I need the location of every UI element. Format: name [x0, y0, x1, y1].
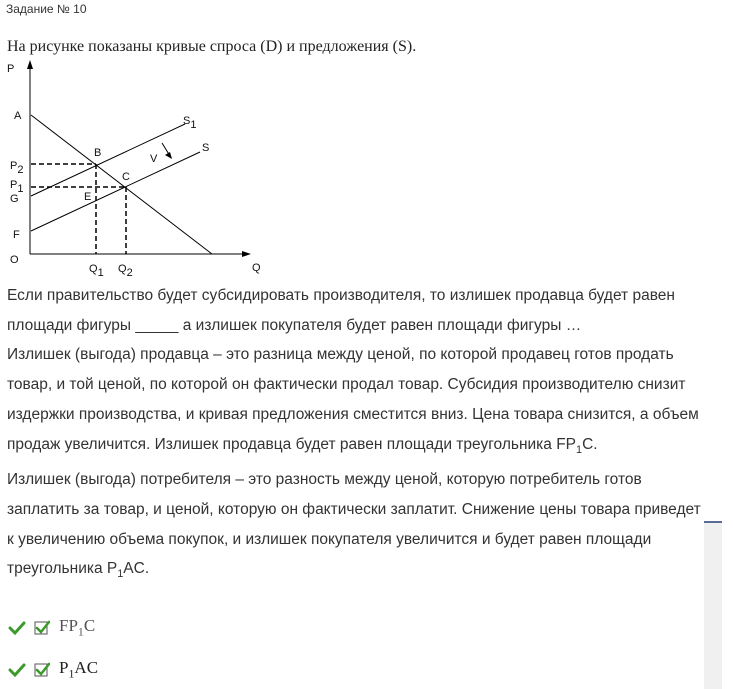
label-s: S — [202, 142, 210, 154]
answer-label-1: $FP_1C$ — [59, 616, 96, 639]
label-origin: O — [10, 254, 19, 266]
demand-curve — [31, 115, 212, 254]
label-p2: P2 — [10, 160, 24, 176]
shift-arrow-head — [165, 152, 172, 159]
label-f: F — [13, 229, 20, 241]
answer-checkbox[interactable] — [34, 620, 50, 636]
label-g: G — [10, 193, 19, 205]
label-e: E — [84, 191, 92, 203]
supply-curve-s1 — [31, 124, 185, 196]
answer-option-2[interactable] — [8, 659, 98, 681]
label-c: C — [122, 171, 130, 183]
scroll-track[interactable] — [704, 521, 722, 689]
label-p-axis: P — [7, 63, 15, 75]
answer-label-2: $P_1AC$ — [59, 658, 99, 681]
label-s1: S1 — [183, 115, 197, 131]
answer-checkbox[interactable] — [34, 662, 50, 678]
label-b: B — [94, 147, 102, 159]
label-q-axis: Q — [252, 262, 261, 274]
explanation-text — [7, 281, 707, 590]
correct-check-icon — [8, 662, 26, 678]
label-v: V — [150, 153, 158, 165]
y-axis-arrow — [27, 60, 33, 69]
label-q1: Q1 — [89, 263, 104, 279]
explanation-paragraph-1: Если правительство будет субсидировать производителя, то излишек продавца будет равен площади фигуры _____ а излишек покупателя будет равен площади фигуры … — [7, 287, 675, 334]
answer-option-1[interactable] — [8, 617, 95, 639]
question-text: На рисунке показаны кривые спроса (D) и предложения (S). — [7, 38, 417, 55]
correct-check-icon — [8, 620, 26, 636]
explanation-paragraph-2: Излишек (выгода) продавца – это разница между ценой, по которой продавец готов продать товар, и той ценой, по которой он фактически продал товар. Субсидия производителю снизит издержки производства, и кривая предложения сместится вниз. Цена товара снизится, а объем продаж увеличится. Излишек продавца будет равен площади треугольника $FP_1C$. — [7, 346, 699, 456]
task-title: Задание № 10 — [6, 2, 87, 16]
x-axis-arrow — [242, 251, 251, 257]
label-p1: P1 — [10, 179, 24, 195]
label-q2: Q2 — [118, 263, 133, 279]
explanation-paragraph-3: Излишек (выгода) потребителя – это разность между ценой, которую потребитель готов заплатить за товар, и ценой, которую он фактически заплатит. Снижение цены товара приведет к увеличению объема покупок, и излишек покупателя увеличится и будет равен площади треугольника $P_1AC$. — [7, 471, 701, 581]
label-a: A — [14, 110, 22, 122]
supply-demand-graph — [0, 58, 270, 280]
